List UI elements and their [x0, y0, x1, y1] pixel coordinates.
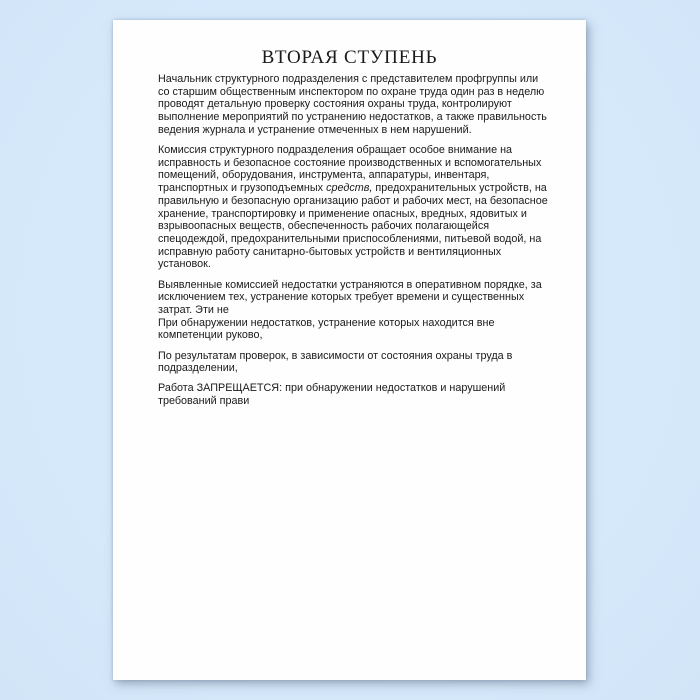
paragraph-inspection-results-text: По результатам проверок, в зависимости от состояния охраны труда в подразделении,: [158, 349, 513, 375]
document-title: ВТОРАЯ СТУПЕНЬ: [261, 47, 438, 68]
paragraph-work-prohibited: [158, 382, 549, 407]
paragraph-commission-pre-text: Комиссия структурного подразделения обращает особое внимание на исправность и безопасное состояние производственных и вспомогательных помещений, оборудования, инструмента, аппаратуры, инвентаря, транспортных и грузоподъемных: [158, 144, 542, 195]
paragraph-defects-competence-text: При обнаружении недостатков, устранение которых находится вне компетенции руково,: [158, 316, 495, 342]
paragraph-work-prohibited-text: Работа ЗАПРЕЩАЕТСЯ: при обнаружении недостатков и нарушений требований прави: [158, 382, 506, 408]
document-page: [113, 20, 586, 680]
paragraph-weekly-check-text: Начальник структурного подразделения с представителем профгруппы или со старшим общественным инспектором по охране труда один раз в неделю проводят детальную проверку состояния охраны труда, контролируют выполнение мероприятий по устранению недостатков, а также правильность ведения журнала и устранение отмеченных в нем нарушений.: [158, 73, 547, 136]
paragraph-weekly-check: [158, 73, 549, 137]
document-body: [158, 73, 549, 408]
paragraph-commission-attention: [158, 144, 549, 271]
paragraph-commission-post-text: предохранительных устройств, на правильную и безопасную организацию работ и рабочих мест, на безопасное хранение, транспортировку и применение опасных, вредных, ядовитых и взрывоопасных веществ, обеспеченность рабочих полагающейся спецодеждой, предохранительными приспособлениями, питьевой водой, на исправную работу санитарно-бытовых устройств и вентиляционных установок.: [158, 182, 548, 271]
paragraph-inspection-results: [158, 350, 549, 375]
paragraph-defects-fixed: [158, 279, 549, 317]
italic-word-sredstv: средств,: [326, 182, 373, 195]
paragraph-defects-competence: [158, 317, 549, 342]
paragraph-defects-fixed-text: Выявленные комиссией недостатки устраняются в оперативном порядке, за исключением тех, устранение которых требует времени и существенных затрат. Эти не: [158, 278, 542, 316]
